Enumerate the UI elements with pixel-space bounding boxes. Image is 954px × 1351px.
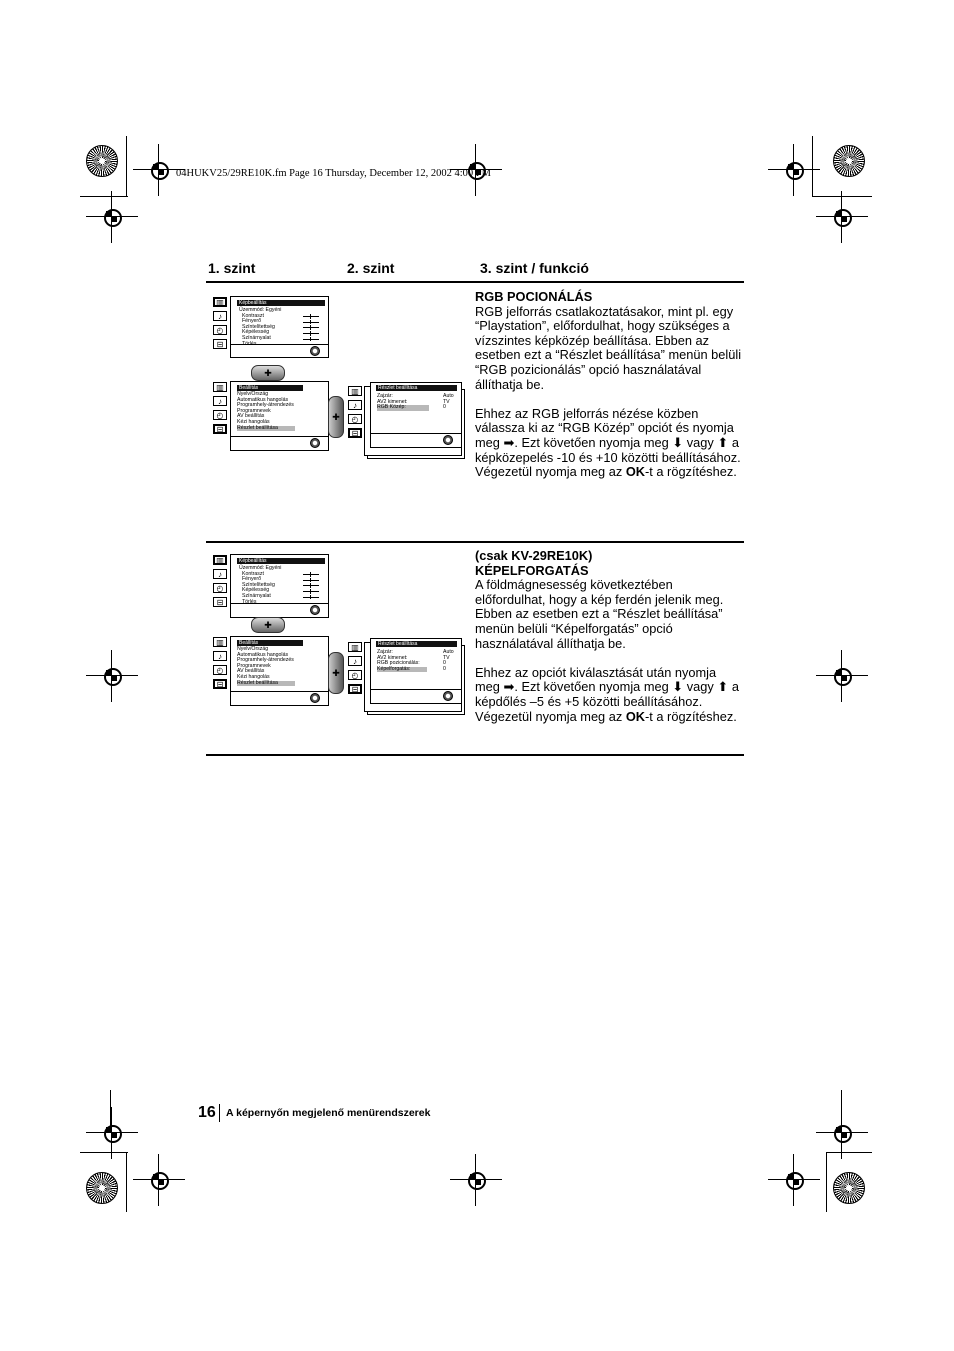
menu-row: Programnevek — [237, 662, 271, 669]
menu-row: Programhely-átrendezés — [237, 402, 294, 409]
down-nav-button-icon: ✚ — [251, 617, 285, 633]
picture-icon: ▥ — [213, 382, 227, 392]
section1-paragraph2: Ehhez az RGB jelforrás nézése közben válassza ki az “RGB Közép” opciót és nyomja meg ➡. Ezt követően nyomja meg ⬇ vagy ⬆ a képközepelés -10 és +10 közötti beállításához. Végezetül nyomja meg az OK-t a rögzítéshez. — [475, 405, 741, 480]
menu-row: Fényerő — [242, 576, 262, 583]
timer-icon: ◴ — [213, 325, 227, 335]
section2-paragraph1: A földmágnesesség következtében előfordulhat, hogy a kép ferdén jelenik meg. Ebben az esetben ezt a “Részlet beállítása” menün belüli “Képelforgatás” opció használatával állíthatja be. — [475, 577, 724, 651]
ok-button-icon — [310, 693, 320, 703]
registration-crosshair-icon — [828, 1119, 856, 1147]
column-heading-level3: 3. szint / funkció — [480, 260, 589, 276]
menu-row: Képélesség — [242, 587, 270, 594]
picture-icon: ▥ — [348, 642, 362, 652]
registration-crosshair-icon — [780, 1166, 808, 1194]
menu-row-selected: Képelforgatás: 0 — [377, 665, 446, 672]
menu-row: Nyelv/Ország — [237, 391, 269, 397]
picture-menu-screen — [230, 296, 329, 358]
menu-icon-column — [213, 637, 227, 693]
menu-row: Törlés — [242, 340, 257, 347]
setup-icon: ⊟ — [348, 428, 362, 438]
registration-crosshair-icon — [98, 662, 126, 690]
crop-mark — [80, 1152, 128, 1153]
detail-menu-screen — [370, 382, 462, 448]
ok-button-icon — [310, 346, 320, 356]
picture-icon: ▥ — [348, 386, 362, 396]
ok-button-icon — [310, 438, 320, 448]
menu-row: AV beállítás — [237, 413, 265, 420]
down-nav-button-icon: ✚ — [251, 365, 285, 381]
crop-mark — [126, 136, 127, 196]
registration-burst-top-right — [833, 145, 865, 177]
section2-title: KÉPELFORGATÁS — [475, 562, 589, 578]
section2-model-note: (csak KV-29RE10K) — [475, 548, 593, 563]
picture-icon: ▥ — [213, 555, 227, 565]
timer-icon: ◴ — [213, 410, 227, 420]
menu-row: Törlés — [242, 598, 257, 605]
menu-row: Képélesség — [242, 329, 270, 336]
registration-crosshair-icon — [780, 156, 808, 184]
menu-row: AV beállítás — [237, 668, 265, 675]
menu-row: Fényerő — [242, 318, 262, 325]
menu-row-selected: Részlet beállítása — [237, 426, 295, 432]
sound-icon: ♪ — [213, 311, 227, 321]
menu-row: Programhely-átrendezés — [237, 657, 294, 664]
menu-row: Kézi hangolás — [237, 418, 270, 425]
menu-row: RGB pozicionálás: 0 — [377, 660, 446, 667]
sound-icon: ♪ — [213, 396, 227, 406]
ok-button-icon — [310, 605, 320, 615]
crop-mark — [826, 1152, 827, 1212]
menu-row: Kézi hangolás — [237, 673, 270, 680]
section2-text — [475, 549, 743, 724]
registration-crosshair-icon — [462, 1166, 490, 1194]
up-arrow-icon: ⬆ — [717, 434, 729, 450]
crop-mark — [110, 1090, 111, 1130]
header-rule — [206, 281, 744, 283]
screen-title: Beállítás — [237, 385, 303, 391]
crop-mark — [80, 196, 128, 197]
screen-title: Beállítás — [237, 640, 303, 646]
registration-crosshair-icon — [828, 662, 856, 690]
ok-button-icon — [443, 435, 453, 445]
picture-menu-screen — [230, 554, 329, 618]
registration-burst-bottom-left — [86, 1172, 118, 1204]
menu-row: Zajzár: Auto — [377, 649, 454, 655]
section-divider — [206, 754, 744, 756]
footer-title: A képernyőn megjelenő menürendszerek — [226, 1107, 431, 1119]
menu-icon-column — [348, 642, 362, 698]
up-arrow-icon: ⬆ — [717, 679, 729, 695]
registration-crosshair-icon — [98, 1119, 126, 1147]
timer-icon: ◴ — [348, 670, 362, 680]
section1-title: RGB POCIONÁLÁS — [475, 289, 593, 304]
menu-row: Nyelv/Ország — [237, 646, 269, 652]
detail-menu-screen — [370, 638, 462, 704]
section2-paragraph2: Ehhez az opciót kiválasztását után nyomja meg ➡. Ezt követően nyomja meg ⬇ vagy ⬆ a képdőlés –5 és +5 közötti beállításához. Végezetül nyomja meg az OK-t a rögzítéshez. — [475, 664, 739, 724]
setup-icon: ⊟ — [348, 684, 362, 694]
screen-title: Képbeállítás — [237, 558, 325, 564]
sound-icon: ♪ — [213, 569, 227, 579]
menu-icon-column — [348, 386, 362, 442]
section1-paragraph1: RGB jelforrás csatlakoztatásakor, mint pl. egy “Playstation”, előfordulhat, hogy szükséges a vízszintes képközép beállítása. Ebben az esetben ezt a “Részlet beállítása” menün belüli “RGB pozicionálás” opció használatával állíthatja be. — [475, 303, 742, 392]
crop-mark — [812, 136, 813, 196]
crop-mark — [826, 1152, 872, 1153]
menu-icon-column — [213, 555, 227, 611]
menu-row: Színárnyalat — [242, 334, 271, 341]
page-number: 16 — [198, 1104, 216, 1121]
sound-icon: ♪ — [348, 400, 362, 410]
section-divider — [206, 541, 744, 543]
registration-crosshair-icon — [145, 156, 173, 184]
registration-crosshair-icon — [98, 203, 126, 231]
registration-crosshair-icon — [145, 1166, 173, 1194]
registration-burst-top-left — [86, 145, 118, 177]
ok-button-icon — [443, 691, 453, 701]
sound-icon: ♪ — [213, 651, 227, 661]
menu-row-selected: Részlet beállítása — [237, 681, 295, 687]
sound-icon: ♪ — [348, 656, 362, 666]
menu-row: Programnevek — [237, 407, 271, 414]
timer-icon: ◴ — [213, 665, 227, 675]
setup-menu-screen — [230, 381, 329, 451]
menu-icon-column — [213, 382, 227, 438]
screen-title: Részlet beállítása — [376, 385, 457, 391]
right-nav-button-icon: ✚ — [328, 652, 344, 694]
picture-icon: ▥ — [213, 297, 227, 307]
file-header: 04HUKV25/29RE10K.fm Page 16 Thursday, December 12, 2002 4:00 PM — [176, 168, 491, 179]
menu-row: AV2 kimenet: TV — [377, 398, 450, 405]
timer-icon: ◴ — [348, 414, 362, 424]
registration-burst-bottom-right — [833, 1172, 865, 1204]
menu-row: Színárnyalat — [242, 592, 271, 599]
right-arrow-icon: ➡ — [503, 679, 515, 695]
menu-row: Színtelítettség — [242, 323, 275, 330]
down-arrow-icon: ⬇ — [672, 679, 684, 695]
menu-icon-column — [213, 297, 227, 353]
crop-mark — [812, 196, 872, 197]
section1-text — [475, 290, 743, 480]
registration-crosshair-icon — [828, 203, 856, 231]
menu-row: Üzemmód: Egyéni — [239, 307, 282, 313]
setup-icon: ⊟ — [213, 424, 227, 434]
menu-row: Zajzár: Auto — [377, 393, 454, 399]
menu-row: Kontraszt — [242, 570, 264, 577]
menu-row: Kontraszt — [242, 312, 264, 319]
screen-title: Képbeállítás — [237, 300, 325, 306]
picture-icon: ▥ — [213, 637, 227, 647]
timer-icon: ◴ — [213, 583, 227, 593]
menu-row-selected: RGB Közép: 0 — [377, 404, 446, 411]
crop-mark — [841, 1090, 842, 1130]
setup-menu-screen — [230, 636, 329, 706]
menu-row: Automatikus hangolás — [237, 396, 289, 403]
menu-row: Színtelítettség — [242, 581, 275, 588]
footer-separator — [219, 1104, 220, 1122]
setup-icon: ⊟ — [213, 679, 227, 689]
setup-icon: ⊟ — [213, 597, 227, 607]
setup-icon: ⊟ — [213, 339, 227, 349]
column-heading-level2: 2. szint — [347, 260, 395, 276]
menu-row: Automatikus hangolás — [237, 651, 289, 658]
menu-row: AV2 kimenet: TV — [377, 654, 450, 661]
right-nav-button-icon: ✚ — [328, 396, 344, 438]
crop-mark — [126, 1152, 127, 1212]
right-arrow-icon: ➡ — [503, 434, 515, 450]
down-arrow-icon: ⬇ — [672, 434, 684, 450]
screen-title: Részlet beállítása — [376, 641, 457, 647]
column-heading-level1: 1. szint — [208, 260, 256, 276]
menu-row: Üzemmód: Egyéni — [239, 565, 282, 571]
